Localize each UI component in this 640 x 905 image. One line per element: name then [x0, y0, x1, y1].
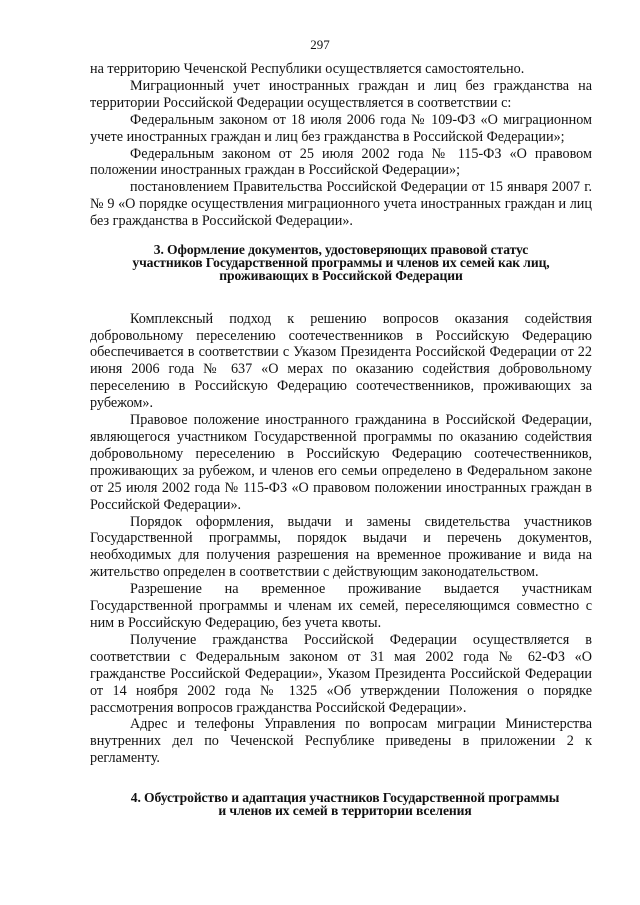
paragraph: постановлением Правительства Российской Федерации от 15 января 2007 г. № 9 «О порядке осуществления миграционного учета иностранных граждан и лиц без гражданства в Российской Федерации».: [90, 179, 592, 230]
paragraph: на территорию Чеченской Республики осуществляется самостоятельно.: [90, 61, 525, 77]
section-heading-3: [90, 243, 592, 283]
paragraph: Комплексный подход к решению вопросов оказания содействия добровольному переселению соотечественников в Российскую Федерацию обеспечивается в соответствии с Указом Президента Российской Федерации от 22 июня 2006 года № 637 «О мерах по оказанию содействия добровольному переселению в Российскую Федерацию соотечественников, проживающих за рубежом».: [90, 310, 592, 412]
paragraph: Порядок оформления, выдачи и замены свидетельства участников Государственной программы, порядок выдачи и перечень документов, необходимых для получения разрешения на временное проживание и вида на жительство определен в соответствии с действующим законодательством.: [90, 513, 592, 581]
paragraph: Федеральным законом от 25 июля 2002 года № 115-ФЗ «О правовом положении иностранных граждан в Российской Федерации»;: [90, 145, 592, 179]
section-heading-line: 4. Обустройство и адаптация участников Государственной программы: [130, 790, 560, 806]
page-number: 297: [310, 37, 330, 52]
section-heading-line: и членов их семей в территории вселения: [218, 803, 472, 819]
section-heading-4: [90, 791, 592, 817]
paragraph: Получение гражданства Российской Федерации осуществляется в соответствии с Федеральным законом от 31 мая 2002 года № 62-ФЗ «О гражданстве Российской Федерации», Указом Президента Российской Федерации от 14 ноября 2002 года № 1325 «Об утверждении Положения о порядке рассмотрения вопросов гражданства Российской Федерации».: [90, 631, 592, 716]
paragraph: Адрес и телефоны Управления по вопросам миграции Министерства внутренних дел по Чеченской Республике приведены в приложении 2 к регламенту.: [90, 716, 592, 767]
paragraph: Миграционный учет иностранных граждан и лиц без гражданства на территории Российской Федерации осуществляется в соответствии с:: [90, 77, 592, 111]
paragraph: Правовое положение иностранного гражданина в Российской Федерации, являющегося участником Государственной программы по оказанию содействия добровольному переселению в Российскую Федерацию соотечественников, проживающих за рубежом, и членов его семьи определено в Федеральном законе от 25 июля 2002 года № 115-ФЗ «О правовом положении иностранных граждан в Российской Федерации».: [90, 412, 592, 513]
section-heading-line: проживающих в Российской Федерации: [219, 268, 463, 284]
section-heading-line: 3. Оформление документов, удостоверяющих правовой статус: [153, 242, 529, 258]
paragraph: Федеральным законом от 18 июля 2006 года № 109-ФЗ «О миграционном учете иностранных граждан и лиц без гражданства в Российской Федерации»;: [90, 111, 592, 145]
section-heading-line: участников Государственной программы и членов их семей как лиц,: [132, 255, 550, 271]
paragraph: Разрешение на временное проживание выдается участникам Государственной программы и членам их семей, переселяющимся совместно с ним в Российскую Федерацию, без учета квоты.: [90, 581, 592, 631]
document-body: [90, 61, 592, 818]
